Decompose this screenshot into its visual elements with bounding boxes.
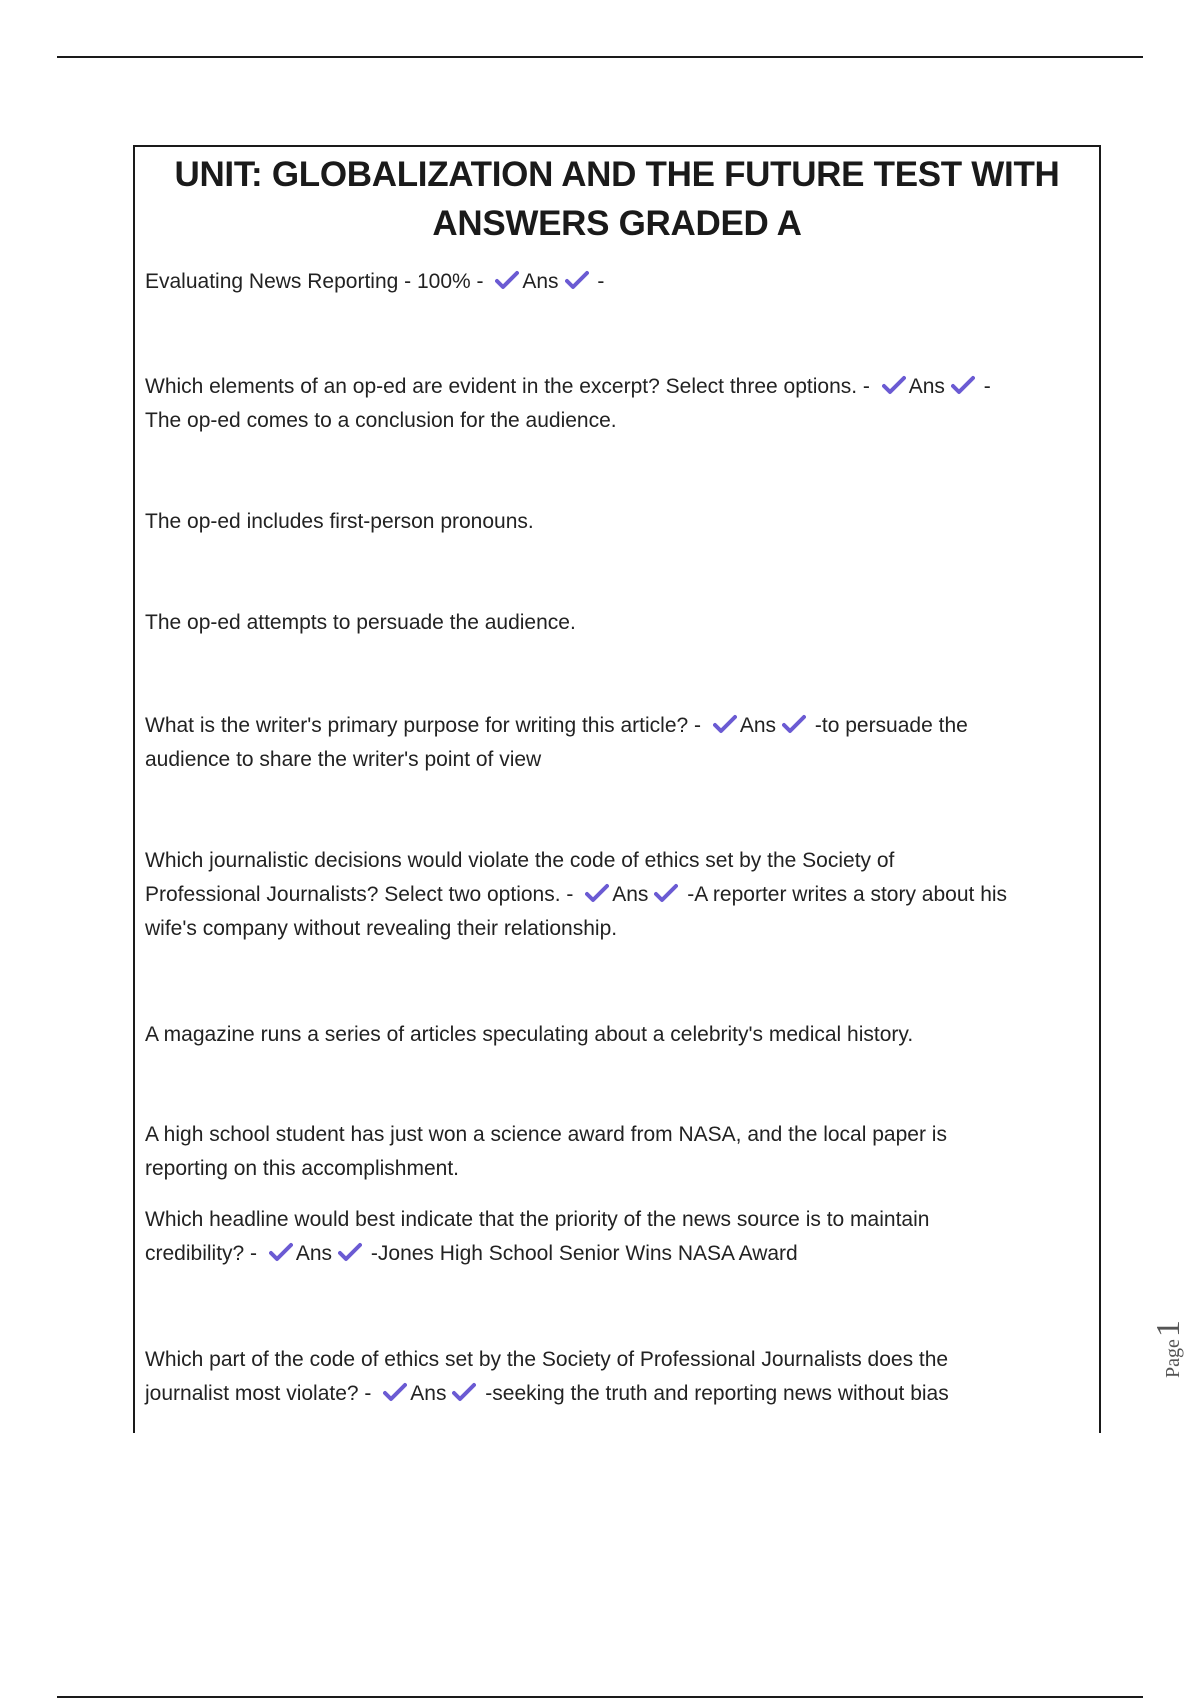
question-text: Which elements of an op-ed are evident in the excerpt? Select three options. -	[145, 375, 876, 398]
question-text: Which headline would best indicate that the priority of the news source is to maintain	[145, 1208, 930, 1231]
answer-text: -seeking the truth and reporting news without bias	[479, 1382, 949, 1405]
answer-option	[145, 606, 1095, 640]
check-icon	[452, 1382, 476, 1402]
page-label: Page	[1162, 1339, 1184, 1378]
page-number	[1150, 1318, 1200, 1378]
check-icon	[338, 1242, 362, 1262]
question-text: What is the writer's primary purpose for writing this article? -	[145, 714, 707, 737]
answer-text: The op-ed comes to a conclusion for the audience.	[145, 409, 617, 432]
ans-label: Ans	[739, 714, 777, 737]
check-icon	[383, 1382, 407, 1402]
question-text: Which journalistic decisions would violate the code of ethics set by the Society of	[145, 849, 895, 872]
answer-text: -to persuade the	[809, 714, 968, 737]
question-text: Evaluating News Reporting - 100% -	[145, 270, 490, 293]
ans-label: Ans	[295, 1242, 333, 1265]
question-text: credibility? -	[145, 1242, 263, 1265]
question-item	[145, 844, 1095, 946]
check-icon	[269, 1242, 293, 1262]
question-item	[145, 265, 1095, 299]
check-icon	[713, 714, 737, 734]
answer-option	[145, 505, 1095, 539]
page-number-value: 1	[1150, 1320, 1187, 1338]
check-icon	[565, 270, 589, 290]
question-text: A high school student has just won a science award from NASA, and the local paper is	[145, 1123, 947, 1146]
check-icon	[585, 883, 609, 903]
question-item	[145, 1343, 1095, 1411]
ans-label: Ans	[410, 1382, 447, 1405]
check-icon	[782, 714, 806, 734]
ans-label: Ans	[522, 270, 559, 293]
question-text: Which part of the code of ethics set by the Society of Professional Journalists does the	[145, 1348, 949, 1371]
title-line-1: UNIT: GLOBALIZATION AND THE FUTURE TEST WITH	[174, 155, 1060, 194]
answer-text: -Jones High School Senior Wins NASA Award	[365, 1242, 798, 1265]
answer-text: -	[977, 375, 991, 398]
ans-label: Ans	[612, 883, 649, 906]
answer-option	[145, 1018, 1095, 1052]
question-text: Professional Journalists? Select two options. -	[145, 883, 580, 906]
footer-rule	[57, 1696, 1143, 1698]
question-text: journalist most violate? -	[145, 1382, 378, 1405]
check-icon	[882, 375, 906, 395]
answer-text: The op-ed includes first-person pronouns.	[145, 510, 534, 533]
question-stem	[145, 1118, 1095, 1186]
question-item	[145, 1203, 1095, 1271]
answer-text: The op-ed attempts to persuade the audience.	[145, 611, 576, 634]
answer-text: -	[591, 270, 605, 293]
question-item	[145, 370, 1095, 438]
answer-text: -A reporter writes a story about his	[681, 883, 1008, 906]
header-rule	[57, 56, 1143, 58]
document-title	[135, 150, 1099, 248]
ans-label: Ans	[908, 375, 945, 398]
question-item	[145, 709, 1095, 777]
answer-text: audience to share the writer's point of view	[145, 748, 542, 771]
answer-text: A magazine runs a series of articles speculating about a celebrity's medical history.	[145, 1023, 914, 1046]
question-text: reporting on this accomplishment.	[145, 1157, 459, 1180]
check-icon	[654, 883, 678, 903]
check-icon	[495, 270, 519, 290]
title-line-2: ANSWERS GRADED A	[432, 204, 802, 243]
check-icon	[951, 375, 975, 395]
answer-text: wife's company without revealing their relationship.	[145, 917, 618, 940]
